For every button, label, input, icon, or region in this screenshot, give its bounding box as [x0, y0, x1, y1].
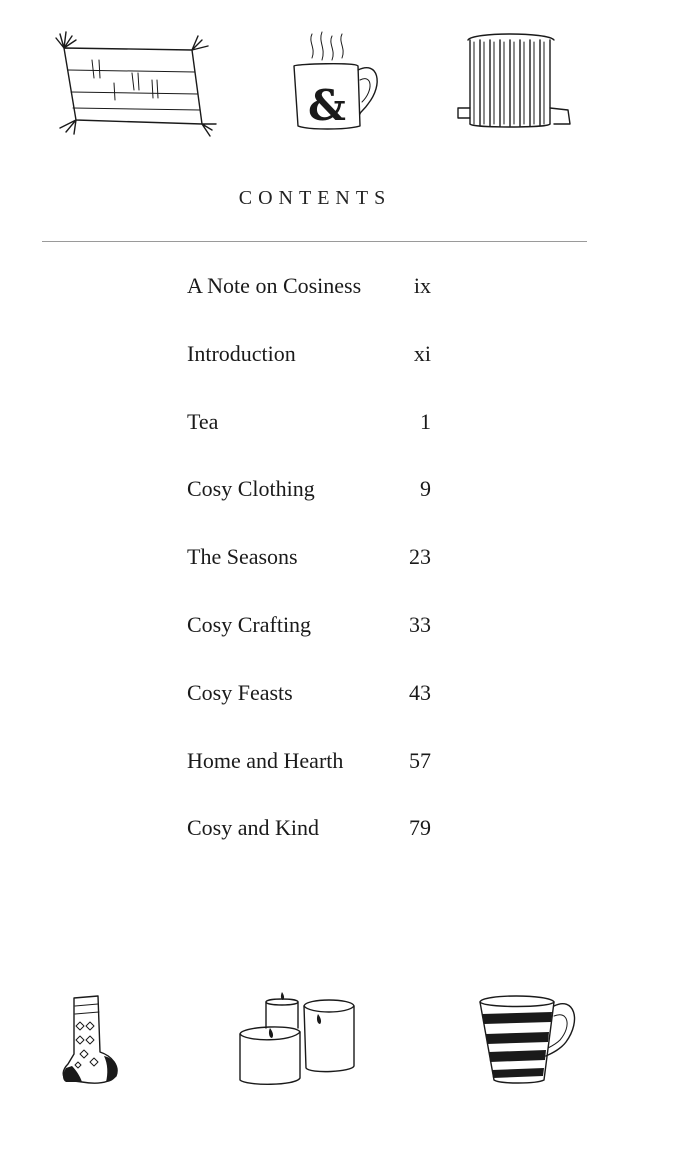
- mug-ampersand-glyph: &: [308, 81, 346, 130]
- toc-entry-title: Tea: [187, 408, 219, 434]
- striped-mug-icon: [474, 992, 580, 1086]
- toc-entry-page: 1: [420, 408, 431, 434]
- toc-entry[interactable]: [187, 273, 437, 341]
- radiator-icon: [452, 28, 576, 134]
- toc-entry-title: Cosy and Kind: [187, 815, 319, 841]
- heading-divider: [42, 241, 587, 242]
- toc-entry[interactable]: [187, 544, 437, 612]
- candles-icon: [234, 988, 360, 1088]
- toc-entry[interactable]: [187, 409, 437, 477]
- toc-entry-title: The Seasons: [187, 544, 298, 570]
- toc-entry[interactable]: [187, 748, 437, 816]
- toc-entry-title: Cosy Clothing: [187, 476, 315, 502]
- toc-entry-title: Introduction: [187, 340, 296, 366]
- toc-entry-page: 43: [409, 679, 431, 705]
- toc-entry[interactable]: [187, 612, 437, 680]
- toc-entry-page: 23: [409, 544, 431, 570]
- toc-entry-page: 79: [409, 815, 431, 841]
- table-of-contents: [187, 273, 437, 883]
- toc-entry-page: xi: [413, 340, 431, 366]
- sock-icon: [56, 992, 126, 1090]
- toc-entry-page: 57: [409, 747, 431, 773]
- mug-ampersand-icon: [286, 30, 386, 134]
- rug-icon: [52, 28, 220, 138]
- toc-entry[interactable]: [187, 476, 437, 544]
- toc-entry[interactable]: [187, 341, 437, 409]
- toc-entry-page: 33: [409, 611, 431, 637]
- toc-entry-page: 9: [420, 476, 431, 502]
- toc-entry-title: Cosy Crafting: [187, 611, 312, 637]
- toc-entry-title: A Note on Cosiness: [187, 273, 362, 298]
- contents-heading: CONTENTS: [238, 187, 392, 209]
- toc-entry[interactable]: [187, 680, 437, 748]
- toc-entry-title: Home and Hearth: [187, 747, 344, 773]
- toc-entry-page: ix: [413, 273, 431, 298]
- toc-entry[interactable]: [187, 815, 437, 883]
- toc-entry-title: Cosy Feasts: [187, 679, 293, 705]
